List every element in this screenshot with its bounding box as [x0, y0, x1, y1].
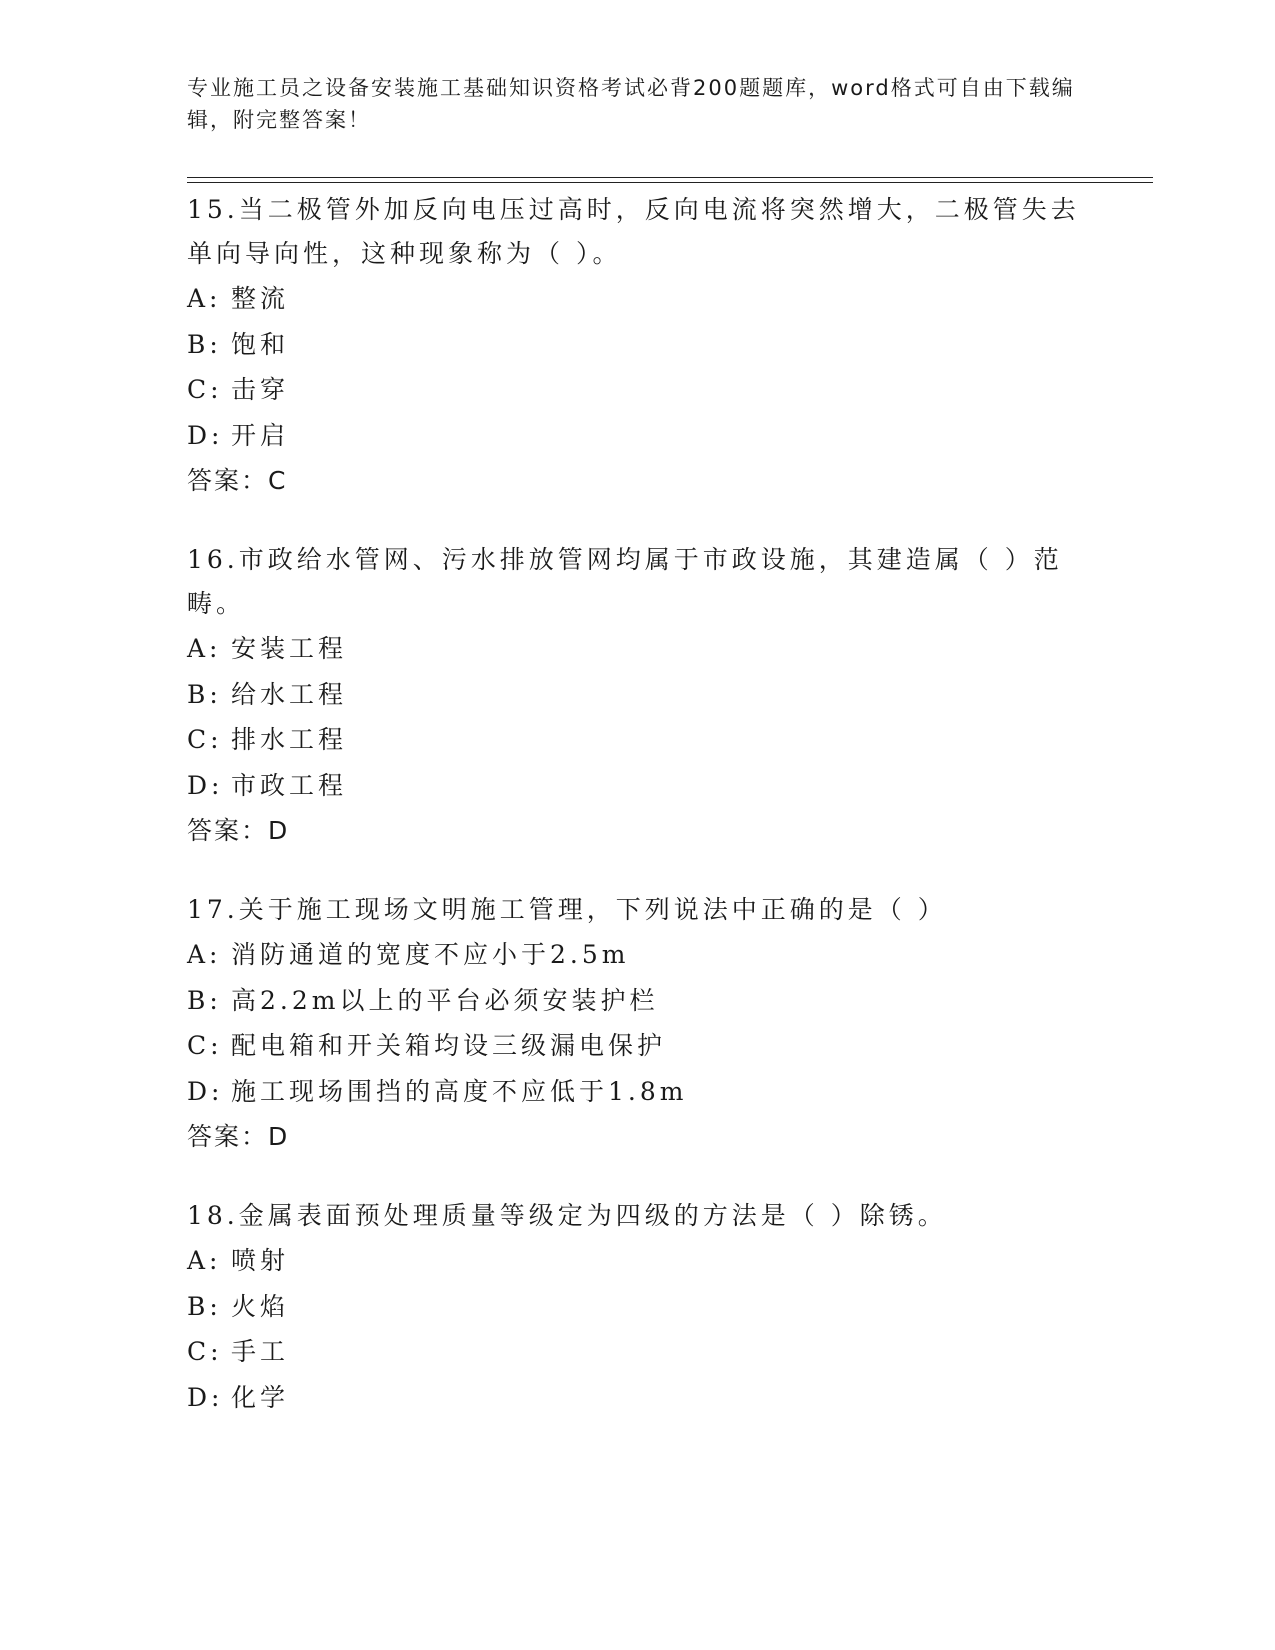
option-text: 开启 [231, 420, 290, 450]
option-key: B: [187, 329, 222, 359]
option-a [187, 626, 1087, 672]
option-a [187, 276, 1087, 322]
question-text: 16.市政给水管网、污水排放管网均属于市政设施，其建造属（ ）范畴。 [187, 545, 1063, 618]
option-d [187, 1069, 1087, 1115]
option-d [187, 763, 1087, 809]
option-text: 化学 [231, 1382, 290, 1412]
option-a [187, 932, 1087, 978]
option-c [187, 1023, 1087, 1069]
option-text: 配电箱和开关箱均设三级漏电保护 [231, 1031, 667, 1060]
option-key: C: [187, 1337, 223, 1366]
header-divider-top [187, 177, 1153, 178]
option-key: C: [187, 1031, 223, 1060]
option-c [187, 367, 1087, 413]
option-key: A: [187, 940, 222, 969]
header-divider-bottom [187, 182, 1153, 183]
option-text: 整流 [231, 284, 290, 313]
option-key: A: [187, 634, 222, 663]
option-c [187, 717, 1087, 763]
option-key: D: [187, 420, 224, 450]
question-17 [187, 888, 1087, 1160]
option-key: B: [187, 679, 222, 709]
question-16 [187, 538, 1087, 854]
question-list [187, 188, 1087, 1441]
option-d [187, 1375, 1087, 1421]
option-text: 喷射 [231, 1246, 290, 1275]
option-key: D: [187, 1076, 224, 1106]
option-text: 击穿 [231, 375, 290, 404]
option-b [187, 1284, 1087, 1330]
option-text: 高2.2m以上的平台必须安装护栏 [231, 985, 659, 1015]
option-a [187, 1238, 1087, 1284]
option-text: 给水工程 [231, 679, 348, 709]
answer-label: 答案：C [187, 466, 288, 495]
question-text: 15.当二极管外加反向电压过高时，反向电流将突然增大，二极管失去单向导向性，这种现象称为（ ）。 [187, 195, 1080, 268]
option-text: 消防通道的宽度不应小于2.5m [231, 940, 630, 969]
option-text: 饱和 [231, 329, 290, 359]
question-text: 18.金属表面预处理质量等级定为四级的方法是（ ）除锈。 [187, 1201, 947, 1230]
option-text: 市政工程 [231, 770, 348, 800]
option-text: 火焰 [231, 1291, 290, 1321]
question-18 [187, 1194, 1087, 1420]
option-key: C: [187, 375, 223, 404]
option-key: D: [187, 1382, 224, 1412]
answer-label: 答案：D [187, 816, 290, 845]
option-text: 施工现场围挡的高度不应低于1.8m [231, 1076, 688, 1106]
option-key: A: [187, 284, 222, 313]
answer-label: 答案：D [187, 1122, 290, 1151]
question-15 [187, 188, 1087, 504]
option-b [187, 672, 1087, 718]
option-text: 排水工程 [231, 725, 348, 754]
document-header: 专业施工员之设备安装施工基础知识资格考试必背200题题库，word格式可自由下载编辑，附完整答案！ [187, 76, 1075, 132]
option-key: D: [187, 770, 224, 800]
option-key: A: [187, 1246, 222, 1275]
option-key: C: [187, 725, 223, 754]
option-b [187, 322, 1087, 368]
question-text: 17.关于施工现场文明施工管理，下列说法中正确的是（ ） [187, 895, 947, 924]
option-c [187, 1329, 1087, 1375]
option-text: 安装工程 [231, 634, 348, 663]
option-b [187, 978, 1087, 1024]
option-key: B: [187, 985, 222, 1015]
option-d [187, 413, 1087, 459]
option-key: B: [187, 1291, 222, 1321]
option-text: 手工 [231, 1337, 290, 1366]
